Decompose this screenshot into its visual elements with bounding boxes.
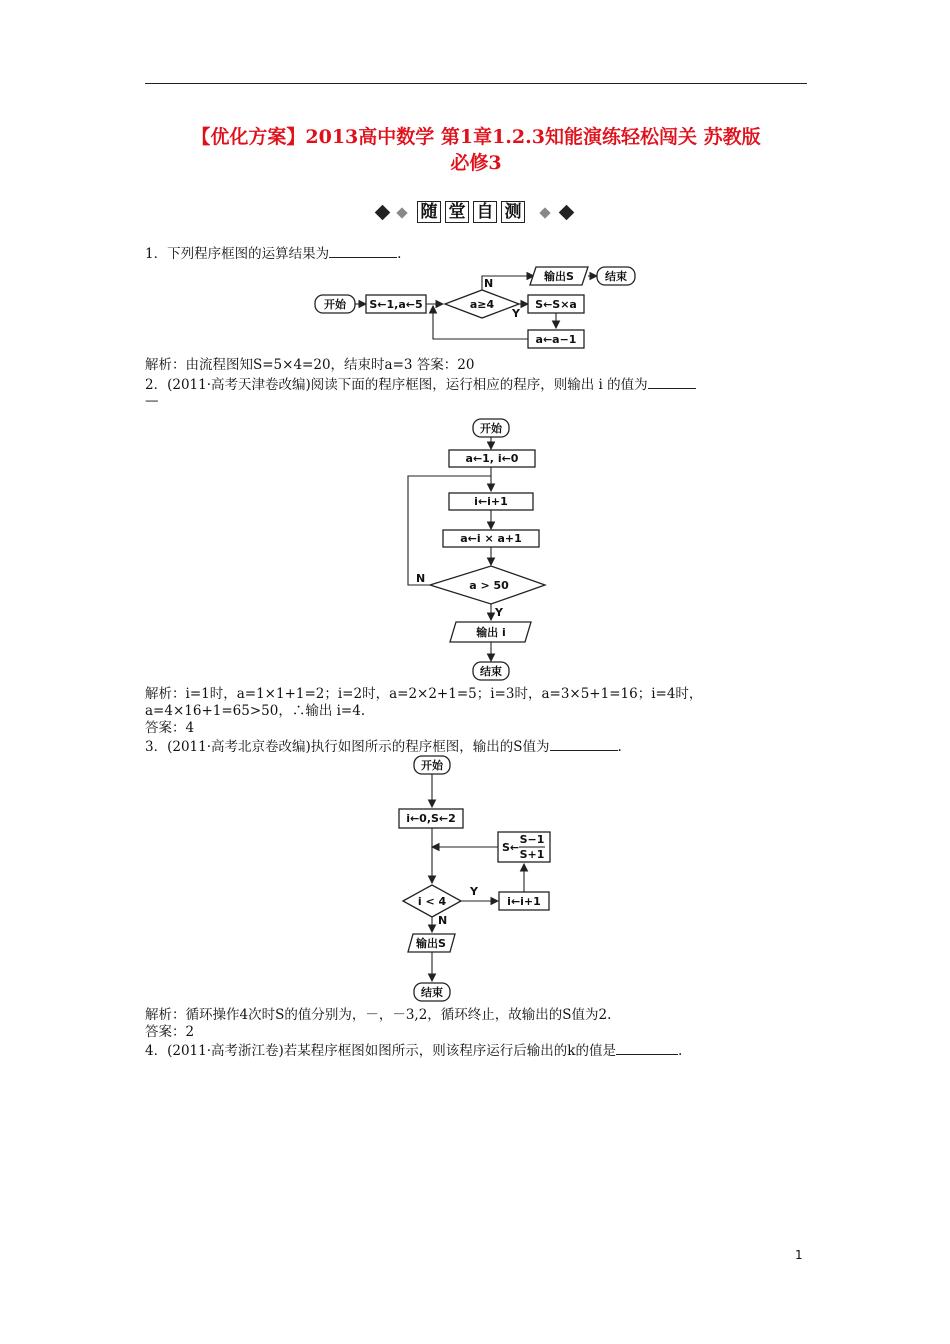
end-label: 结束 (421, 986, 443, 999)
assign-label: a←i × a+1 (460, 532, 522, 545)
q3-answer: 答案：2 (145, 1024, 195, 1040)
init-label: S←1,a←5 (369, 298, 423, 311)
question-3: 3．(2011·高考北京卷改编)执行如图所示的程序框图，输出的S值为 . (145, 739, 622, 755)
flowchart-q2 (405, 415, 550, 685)
output-label: 输出 i (476, 626, 506, 639)
answer-blank (329, 244, 397, 258)
init-label: a←1, i←0 (465, 452, 519, 465)
end-label: 结束 (480, 665, 502, 678)
update-lhs: S← (502, 841, 520, 854)
banner-char: 随 (417, 201, 441, 223)
start-label: 开始 (421, 759, 443, 772)
q2-analysis-line2: a=4×16+1=65>50，∴输出 i=4. (145, 703, 366, 719)
diamond-small-icon (539, 207, 550, 218)
end-label: 结束 (605, 270, 627, 283)
title-line-2: 必修3 (450, 152, 502, 174)
q2-answer: 答案：4 (145, 720, 195, 736)
update-numerator: S−1 (519, 833, 545, 846)
diamond-icon (375, 205, 391, 221)
condition-label: a≥4 (469, 298, 495, 311)
document-title (145, 124, 807, 176)
diamond-icon (559, 205, 575, 221)
question-4: 4．(2011·高考浙江卷)若某程序框图如图所示，则该程序运行后输出的k的值是 . (145, 1043, 683, 1059)
output-label: 输出S (416, 937, 446, 950)
decrement-label: a←a−1 (535, 333, 577, 346)
q2-analysis-line1: 解析：i=1时，a=1×1+1=2；i=2时，a=2×2+1=5；i=3时，a=3×5+1=16；i=4时， (145, 686, 703, 702)
question-1: 1．下列程序框图的运算结果为 . (145, 246, 402, 262)
output-label: 输出S (544, 270, 574, 283)
start-label: 开始 (324, 298, 346, 311)
flowchart-q3 (395, 752, 560, 1004)
increment-label: i←i+1 (474, 495, 508, 508)
banner-char: 堂 (445, 201, 469, 223)
yes-label: Y (512, 307, 520, 320)
no-label: N (438, 914, 448, 927)
q3-analysis: 解析：循环操作4次时S的值分别为，－，－3,2，循环终止，故输出的S值为2. (145, 1007, 612, 1023)
question-2: 2．(2011·高考天津卷改编)阅读下面的程序框图，运行相应的程序，则输出 i 的值为 (145, 375, 696, 394)
no-label: N (484, 277, 494, 290)
init-label: i←0,S←2 (406, 812, 456, 825)
section-banner (373, 201, 579, 225)
banner-char: 自 (473, 201, 497, 223)
page-number: 1 (795, 1248, 803, 1262)
q2-blank-continuation: — (145, 393, 159, 409)
yes-label: Y (470, 885, 478, 898)
header-rule (145, 83, 807, 84)
increment-label: i←i+1 (507, 895, 541, 908)
yes-label: Y (495, 606, 503, 619)
answer-blank (648, 375, 696, 389)
multiply-label: S←S×a (535, 298, 577, 311)
answer-blank (550, 737, 618, 751)
condition-label: i < 4 (417, 895, 447, 908)
q1-analysis: 解析：由流程图知S=5×4=20，结束时a=3 答案：20 (145, 357, 475, 373)
title-line-1: 【优化方案】2013高中数学 第1章1.2.3知能演练轻松闯关 苏教版 (191, 126, 761, 148)
diamond-small-icon (396, 207, 407, 218)
start-label: 开始 (480, 422, 502, 435)
no-label: N (416, 572, 426, 585)
update-denominator: S+1 (519, 848, 545, 861)
banner-char: 测 (501, 201, 525, 223)
flowchart-q1 (310, 262, 640, 354)
condition-label: a > 50 (469, 579, 509, 592)
answer-blank (616, 1041, 678, 1055)
